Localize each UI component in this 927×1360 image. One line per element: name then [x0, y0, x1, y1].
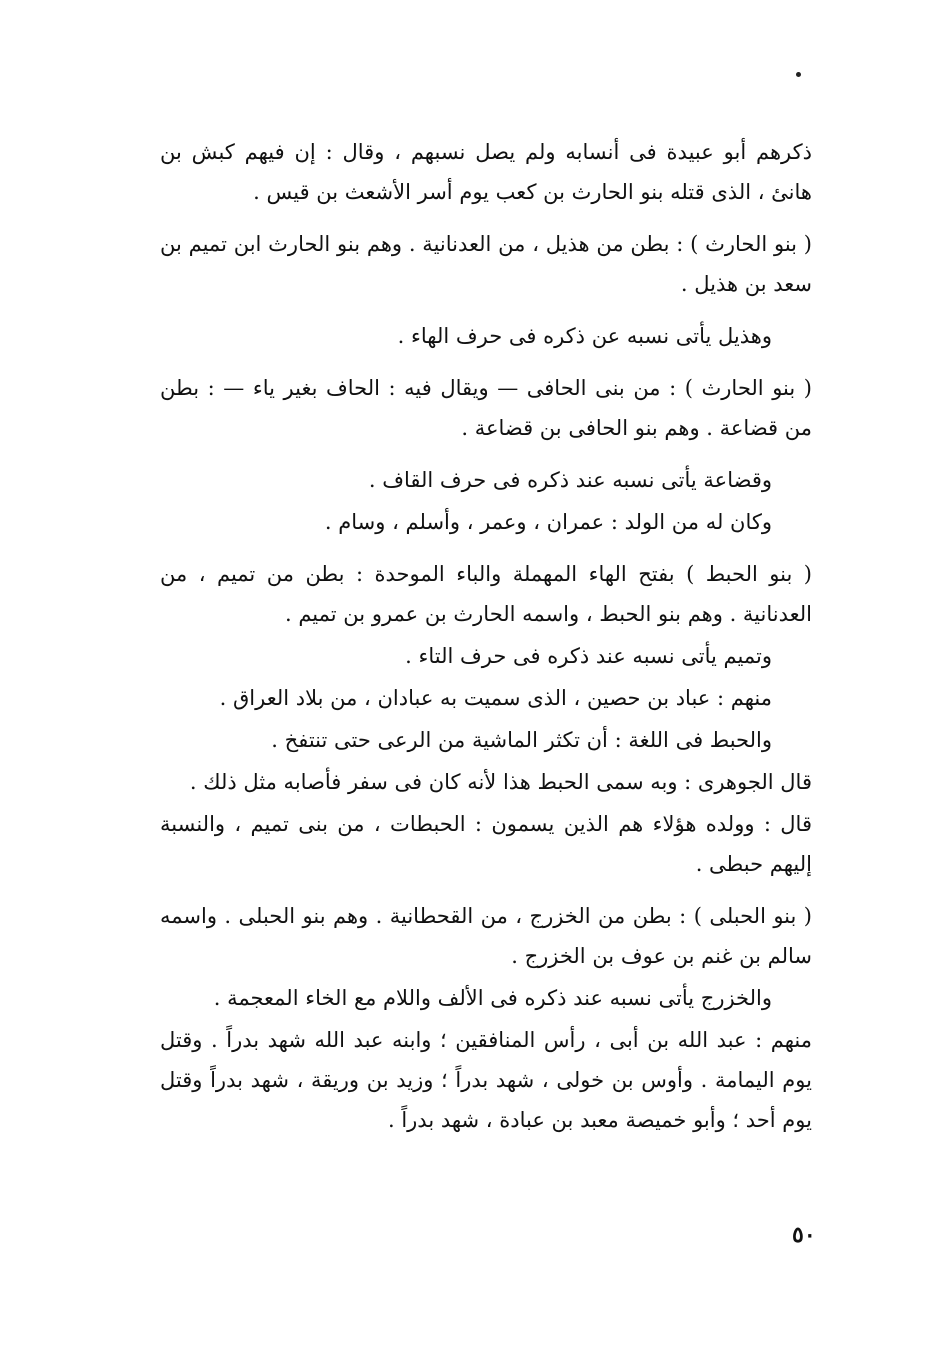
paragraph-2: ( بنو الحارث ) : بطن من هذيل ، من العدنانية . وهم بنو الحارث ابن تميم بن سعد بن هذيل .: [160, 232, 812, 296]
paragraph-6: وكان له من الولد : عمران ، وعمر ، وأسلم ، وسام .: [324, 510, 772, 534]
paragraph-12: قال : وولده هؤلاء هم الذين يسمون : الحبطات ، من بنى تميم ، والنسبة إليهم حبطى .: [160, 812, 812, 876]
paragraph-11: قال الجوهرى : وبه سمى الحبط هذا لأنه كان فى سفر فأصابه مثل ذلك .: [189, 770, 812, 794]
paragraph-7: ( بنو الحبط ) بفتح الهاء المهملة والباء الموحدة : بطن من تميم ، من العدنانية . وهم بنو الحبط ، واسمه الحارث بن عمرو بن تميم .: [160, 562, 812, 626]
paragraph-5: وقضاعة يأتى نسبه عند ذكره فى حرف القاف .: [368, 468, 772, 492]
paragraph-14: والخزرج يأتى نسبه عند ذكره فى الألف واللام مع الخاء المعجمة .: [213, 986, 772, 1010]
paragraph-1: ذكرهم أبو عبيدة فى أنسابه ولم يصل نسبهم ، وقال : إن فيهم كبش بن هانئ ، الذى قتله بنو الحارث بن كعب يوم أسر الأشعث بن قيس .: [160, 140, 812, 204]
paragraph-10: والحبط فى اللغة : أن تكثر الماشية من الرعى حتى تنتفخ .: [271, 728, 772, 752]
paragraph-9: منهم : عباد بن حصين ، الذى سميت به عبادان ، من بلاد العراق .: [219, 686, 772, 710]
top-dot-mark: [796, 72, 801, 77]
paragraph-3: وهذيل يأتى نسبه عن ذكره فى حرف الهاء .: [397, 324, 772, 348]
paragraph-8: وتميم يأتى نسبه عند ذكره فى حرف التاء .: [405, 644, 772, 668]
paragraph-15: منهم : عبد الله بن أبى ، رأس المنافقين ؛ وابنه عبد الله شهد بدراً . وقتل يوم اليمامة . وأوس بن خولى ، شهد بدراً ؛ وزيد بن وريقة ، شهد بدراً وقتل يوم أحد ؛ وأبو خميصة معبد بن عبادة ، شهد بدراً .: [160, 1028, 812, 1132]
paragraph-4: ( بنو الحارث ) : من بنى الحافى — ويقال فيه : الحاف بغير ياء — : بطن من قضاعة . وهم بنو الحافى بن قضاعة .: [160, 376, 812, 440]
main-text: [160, 132, 812, 1152]
paragraph-13: ( بنو الحبلى ) : بطن من الخزرج ، من القحطانية . وهم بنو الحبلى . واسمه سالم بن غنم بن عوف بن الخزرج .: [160, 904, 812, 968]
page-number: ٥٠: [792, 1222, 816, 1248]
